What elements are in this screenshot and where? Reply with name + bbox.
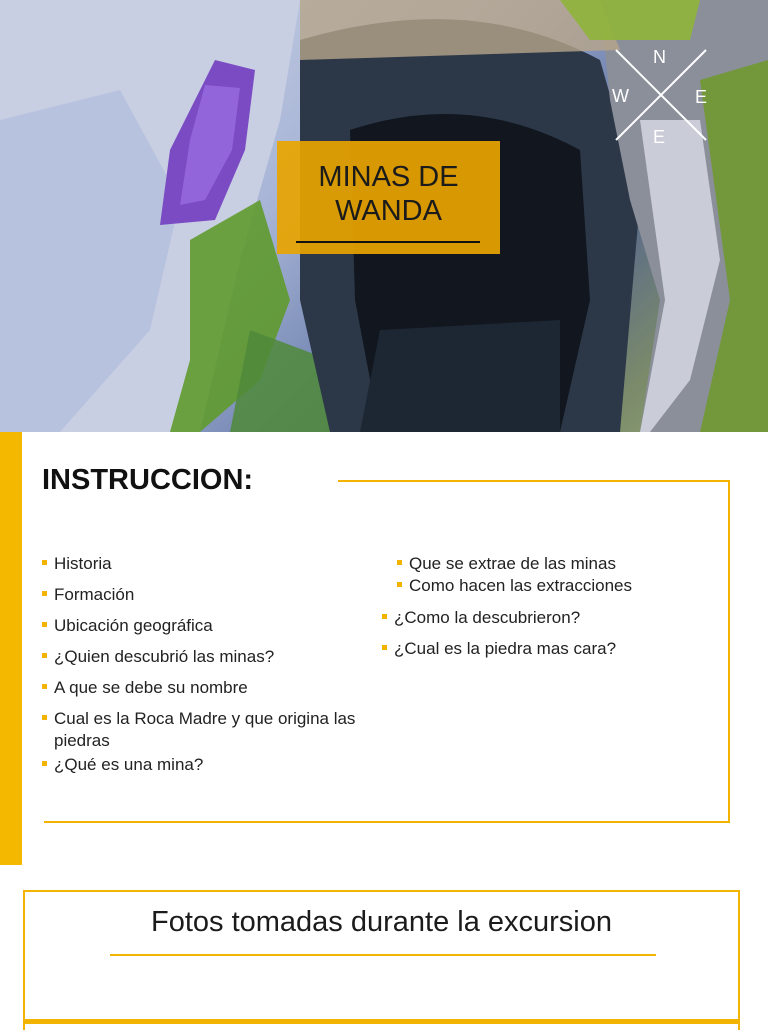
list-item: ¿Qué es una mina?: [42, 754, 372, 776]
list-item: ¿Quien descubrió las minas?: [42, 646, 372, 668]
compass-icon: [606, 40, 718, 150]
bottom-accent-bar: [23, 1019, 740, 1024]
list-item: A que se debe su nombre: [42, 677, 372, 699]
list-item: Que se extrae de las minas: [397, 553, 717, 575]
list-item: Historia: [42, 553, 372, 575]
compass-east-lower: E: [653, 127, 666, 147]
photos-title-underline: [110, 954, 656, 956]
page-title: MINAS DE WANDA: [318, 161, 459, 227]
compass-north: N: [653, 47, 666, 67]
topics-list-right-bottom: [382, 607, 717, 660]
title-underline: [296, 241, 480, 243]
frame-right-line: [728, 480, 730, 823]
photos-title: Fotos tomadas durante la excursion: [150, 906, 613, 938]
list-item: ¿Cual es la piedra mas cara?: [382, 638, 717, 660]
list-item: ¿Como la descubrieron?: [382, 607, 717, 629]
cave-photo: [0, 0, 768, 432]
list-item: Cual es la Roca Madre y que origina las piedras: [42, 708, 372, 752]
topics-list-right-top: [397, 553, 717, 597]
compass-east: E: [695, 87, 708, 107]
accent-bar: [0, 432, 22, 865]
list-item: Como hacen las extracciones: [397, 575, 717, 597]
list-item: Ubicación geográfica: [42, 615, 372, 637]
frame-bottom-line: [44, 821, 730, 823]
topics-list-left: [42, 553, 372, 776]
instruction-heading: INSTRUCCION:: [42, 464, 254, 496]
list-item: Formación: [42, 584, 372, 606]
compass-west: W: [612, 86, 629, 106]
frame-top-line: [338, 480, 730, 482]
